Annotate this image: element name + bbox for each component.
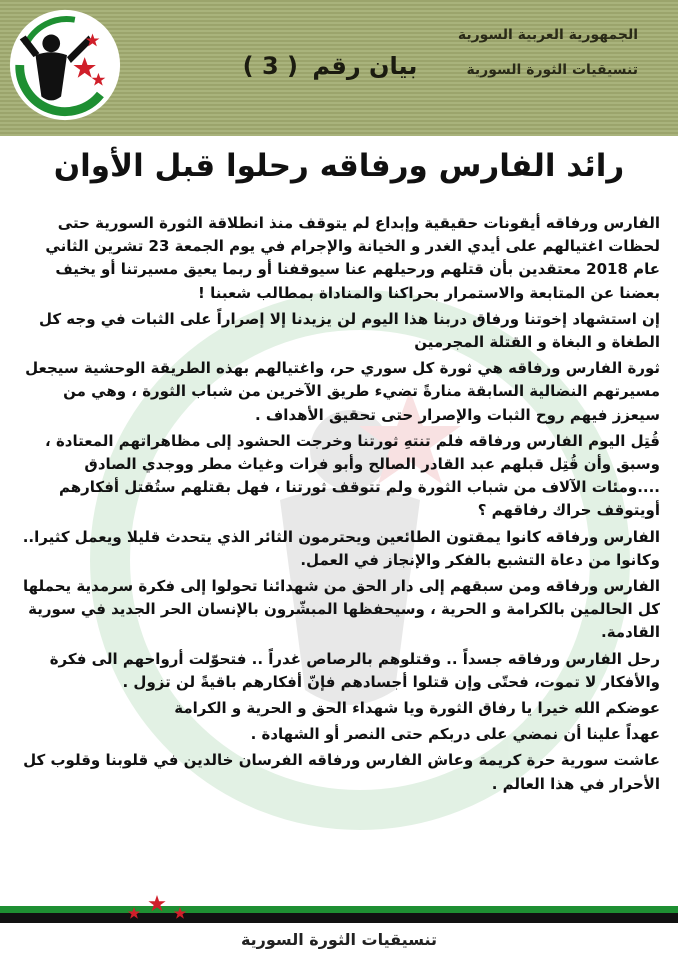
paragraph-4: قُتِل اليوم الفارس ورفاقه فلم تنتهِ ثورتنا وخرجت الحشود إلى مظاهراتهم المعتادة ، وسبق وأن قُتِل قبلهم عبد القادر الصالح وأبو فرات وغياث مطر ووجدي الصادق ....ومئات الآلاف من شباب الثورة ولم تتوقف ثورتنا ، فهل بقتلهم ستُقتل أفكارهم أويتوقف حراك رفاقهم ؟ [45, 431, 660, 520]
paragraph-1: الفارس ورفاقه أيقونات حقيقية وإبداع لم يتوقف منذ انطلاقة الثورة السورية حتى لحظات اغتيالهم على أيدي الغدر و الخيانة والإجرام في يوم الجمعة 23 تشرين الثاني عام 2018 معتقدين بأن قتلهم ورحيلهم عنا سيوقفنا أو ربما يعيق مسيرتنا أو يخيف بعضنا عن المتابعة والاستمرار بحراكنا والمناداة بمطالب شعبنا ! [45, 214, 660, 302]
paragraph-5: الفارس ورفاقه كانوا يمقتون الطائعين ويحترمون الثائر الذي يتحدث قليلا ويعمل كثيرا.. وكانوا من دعاة التشبع بالفكر والإنجاز في العمل. [22, 527, 660, 569]
statement-number [240, 52, 420, 80]
org-name: تنسيقيات الثورة السورية [466, 62, 638, 78]
statement-body [20, 212, 660, 799]
republic-name: الجمهورية العربية السورية [457, 27, 638, 43]
paragraph-2: إن استشهاد إخوتنا ورفاق دربنا هذا اليوم لن يزيدنا إلا إصراراً على الثبات في وجه كل الطغاة و البغاة و القتلة المجرمين [38, 309, 660, 352]
revolution-logo-icon [6, 6, 124, 124]
paragraph-8: عوضكم الله خيرا يا رفاق الثورة ويا شهداء الحق و الحرية و الكرامة [174, 699, 660, 718]
statement-label: بيان رقم [312, 52, 418, 80]
paragraph-10: عاشت سورية حرة كريمة وعاش الفارس ورفاقه الفرسان خالدين في قلوبنا وقلوب كل الأحرار في هذا العالم . [23, 751, 660, 793]
header-banner [0, 0, 678, 136]
flag-stripe-black [0, 913, 678, 923]
statement-value: ( 3 ) [242, 52, 298, 80]
flag-stripe-green [0, 906, 678, 913]
paragraph-3: ثورة الفارس ورفاقه هي ثورة كل سوري حر، واغتيالهم بهذه الطريقة الوحشية سيجعل مسيرتهم النضالية السابقة منارةً تضيء طريق الآخرين من شباب الثورة ، وهي من سيعزز فيهم روح الثبات والإصرار حتى تحقيق الأهداف . [25, 359, 660, 424]
paragraph-9: عهداً علينا أن نمضي على دربكم حتى النصر أو الشهادة . [250, 725, 660, 744]
paragraph-6: الفارس ورفاقه ومن سبقهم إلى دار الحق من شهدائنا تحولوا إلى فكرة سرمدية يحملها كل الحالمين بالكرامة و الحرية ، وسيحفظها المبشّرون بالإنسان الحر الجديد في سورية القادمة. [23, 577, 660, 642]
page-title: رائد الفارس ورفاقه رحلوا قبل الأوان [53, 148, 625, 184]
paragraph-7: رحل الفارس ورفاقه جسداً .. وقتلوهم بالرصاص غدراً .. فتحوّلت أرواحهم الى فكرة والأفكار لا تموت، فحتّى وإن قتلوا أجسادهم فإنّ أفكارهم باقيةً لن تزول . [49, 649, 660, 691]
three-stars-icon [122, 893, 192, 923]
footer-org: تنسيقيات الثورة السورية [240, 930, 438, 949]
